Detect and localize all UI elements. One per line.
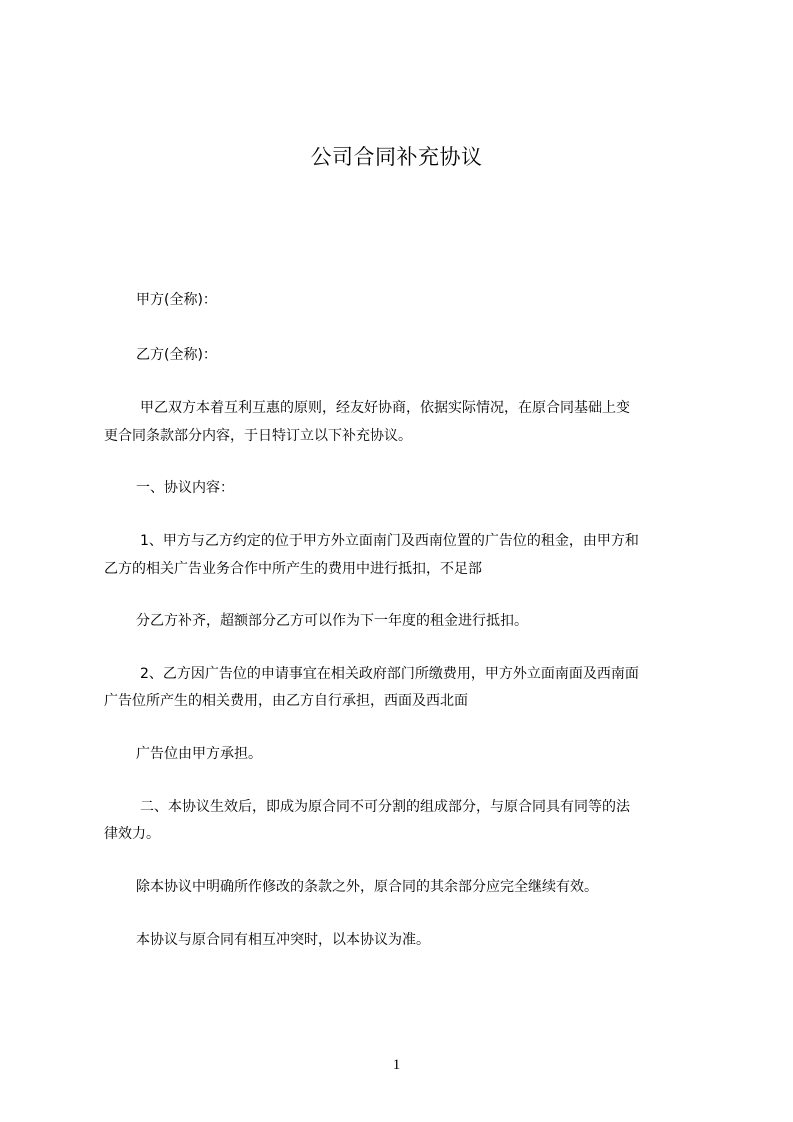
- intro-line-1: 甲乙双方本着互利互惠的原则，经友好协商，依据实际情况，在原合同基础上变: [140, 400, 630, 416]
- clause-2-line-2: 广告位所产生的相关费用，由乙方自行承担，西面及西北面: [104, 693, 468, 709]
- clause-2-line-3: 广告位由甲方承担。: [136, 746, 262, 762]
- intro-line-2: 更合同条款部分内容，于日特订立以下补充协议。: [104, 428, 412, 444]
- clause-1-line-1: 1、甲方与乙方约定的位于甲方外立面南门及西南位置的广告位的租金，由甲方和: [140, 533, 639, 549]
- section-2-line-1: 二、本协议生效后，即成为原合同不可分割的组成部分，与原合同具有同等的法: [140, 799, 630, 815]
- page-number: 1: [392, 1057, 401, 1073]
- document-title: 公司合同补充协议: [310, 145, 483, 169]
- party-b-label: 乙方(全称)：: [136, 347, 217, 363]
- clause-1-line-3: 分乙方补齐，超额部分乙方可以作为下一年度的租金进行抵扣。: [136, 613, 528, 629]
- clause-2-line-1: 2、乙方因广告位的申请事宜在相关政府部门所缴费用，甲方外立面南面及西南面: [140, 666, 639, 682]
- paragraph-conflict: 本协议与原合同有相互冲突时，以本协议为准。: [136, 932, 430, 948]
- clause-1-line-2: 乙方的相关广告业务合作中所产生的费用中进行抵扣，不足部: [104, 561, 482, 577]
- section-2-line-2: 律效力。: [104, 826, 160, 842]
- party-a-label: 甲方(全称)：: [136, 292, 217, 308]
- section-1-heading: 一、协议内容：: [136, 480, 234, 496]
- paragraph-modification: 除本协议中明确所作修改的条款之外，原合同的其余部分应完全继续有效。: [136, 879, 598, 895]
